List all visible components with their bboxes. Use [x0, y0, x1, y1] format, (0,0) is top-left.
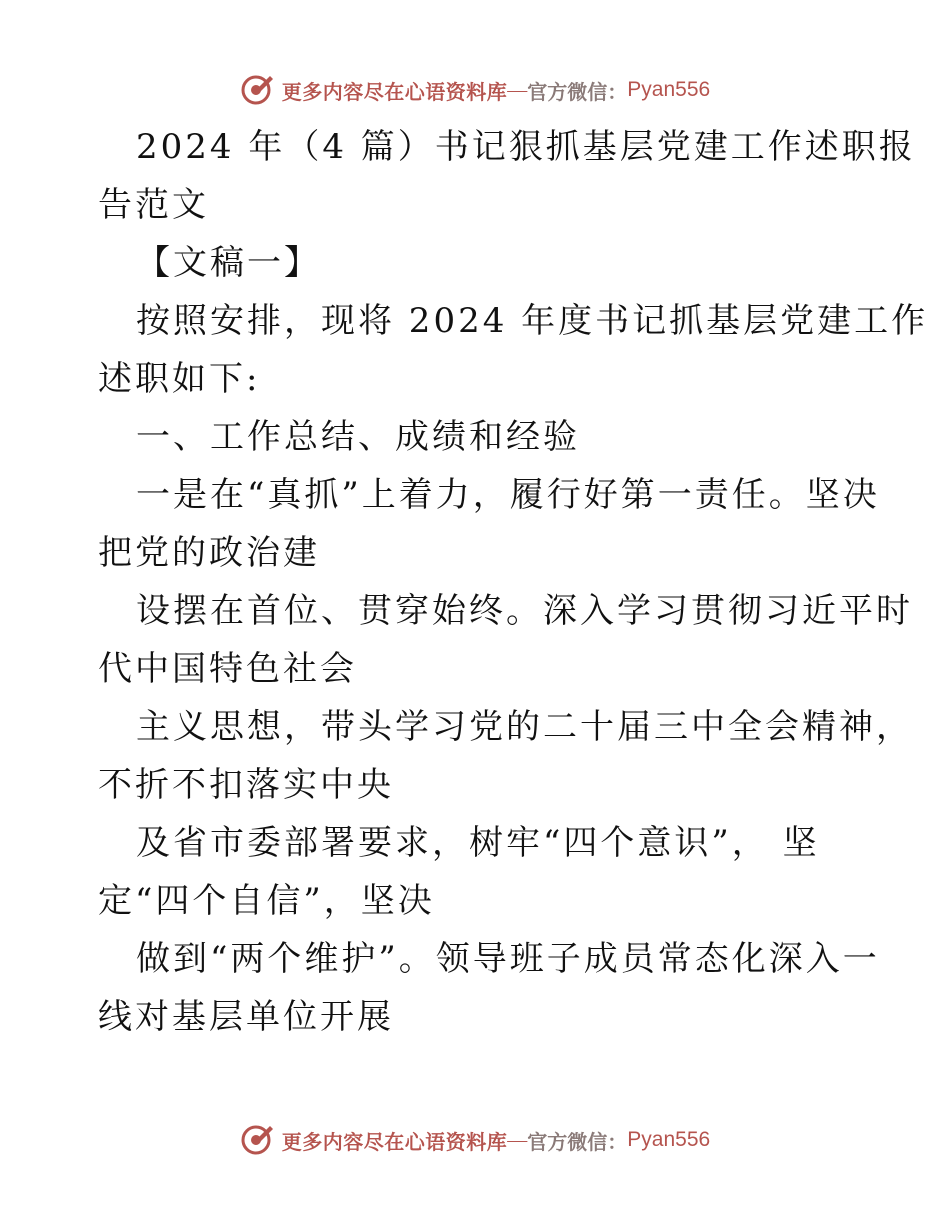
paragraph-line: 按照安排，现将 2024 年度书记抓基层党建工作 [136, 301, 929, 341]
section-heading: 一、工作总结、成绩和经验 [136, 417, 580, 457]
watermark-dash: — [507, 78, 528, 101]
paragraph-line: 做到“两个维护”。领导班子成员常态化深入一 [136, 939, 880, 979]
watermark-wechat-id: Pyan556 [627, 78, 711, 101]
watermark-label: 官方微信： [527, 1129, 628, 1154]
document-title-cont: 告范文 [98, 185, 209, 225]
paragraph-line: 把党的政治建 [98, 533, 320, 573]
watermark-text: 更多内容尽在心语资料库 [281, 1129, 508, 1154]
paragraph-line: 述职如下: [98, 359, 261, 399]
footer-watermark [0, 1120, 950, 1160]
watermark-label: 官方微信： [527, 79, 628, 104]
watermark-wechat-id: Pyan556 [627, 1128, 711, 1151]
paragraph-line: 设摆在首位、贯穿始终。深入学习贯彻习近平时 [136, 591, 913, 631]
pen-logo-icon [240, 72, 276, 108]
paragraph-line: 不折不扣落实中央 [98, 765, 394, 805]
watermark-dash: — [507, 1128, 528, 1151]
document-title: 2024 年（4 篇）书记狠抓基层党建工作述职报 [136, 127, 916, 167]
document-body [98, 118, 929, 1046]
paragraph-line: 代中国特色社会 [98, 649, 357, 689]
paragraph-line: 线对基层单位开展 [98, 997, 394, 1037]
paragraph-line: 及省市委部署要求，树牢“四个意识”， 坚 [136, 823, 820, 863]
section-label: 【文稿一】 [136, 243, 321, 283]
paragraph-line: 一是在“真抓”上着力，履行好第一责任。坚决 [136, 475, 880, 515]
paragraph-line: 主义思想，带头学习党的二十届三中全会精神， [136, 707, 913, 747]
header-watermark [0, 70, 950, 110]
pen-logo-icon [240, 1122, 276, 1158]
watermark-text: 更多内容尽在心语资料库 [281, 79, 508, 104]
paragraph-line: 定“四个自信”，坚决 [98, 881, 435, 921]
